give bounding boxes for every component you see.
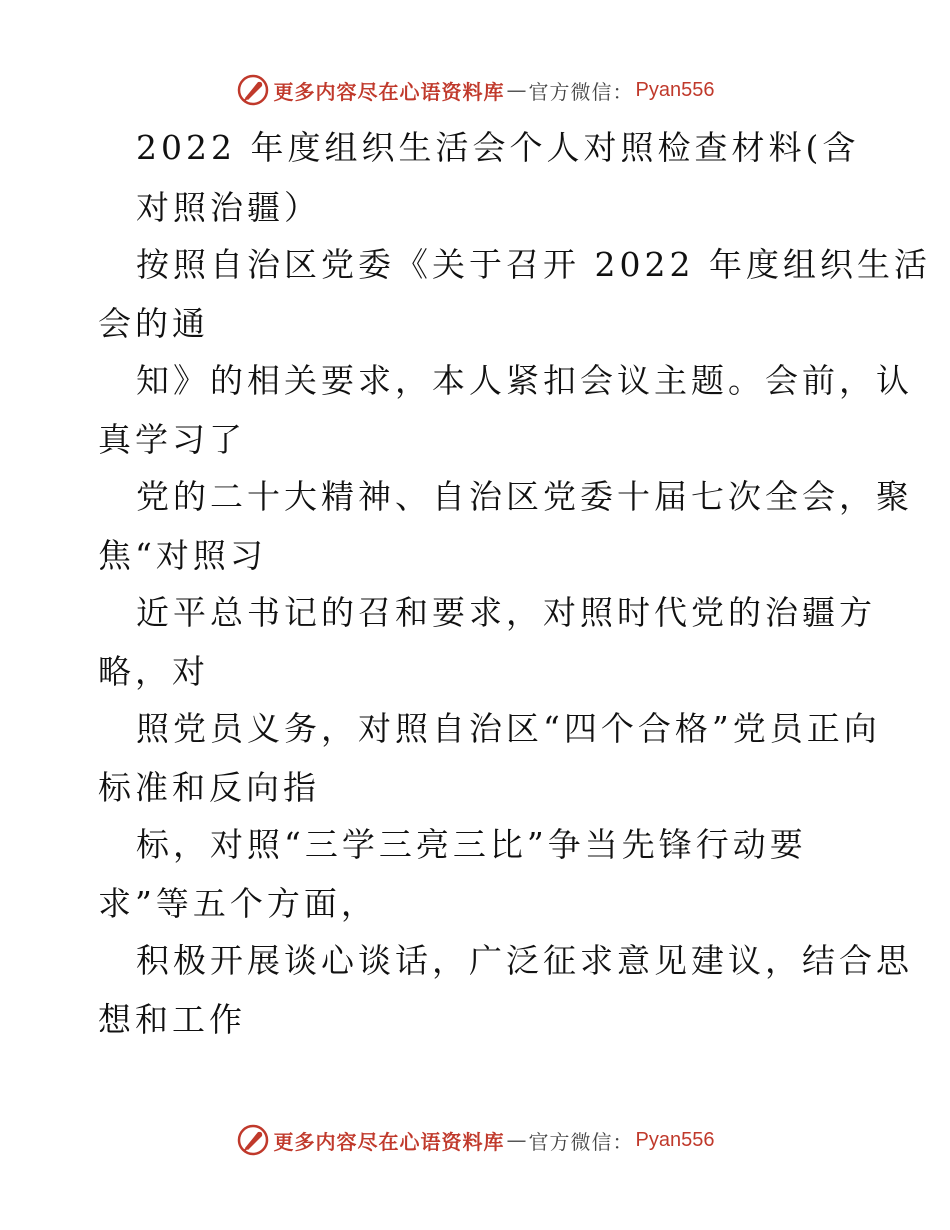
doc-line: 标准和反向指: [98, 768, 320, 807]
banner-text: 更多内容尽在心语资料库: [273, 79, 505, 104]
doc-line: 焦“对照习: [98, 536, 267, 575]
banner-wechat-id: Pyan556: [635, 78, 715, 101]
doc-line: 真学习了: [98, 420, 246, 459]
feather-pen-logo-icon: [236, 1123, 270, 1157]
banner-text: 更多内容尽在心语资料库: [273, 1129, 505, 1154]
doc-line: 党的二十大精神、自治区党委十届七次全会，聚: [136, 477, 913, 516]
banner-wechat-label: 官方微信：: [528, 1129, 634, 1154]
doc-line: 求”等五个方面，: [98, 884, 378, 923]
banner-separator: —: [506, 1128, 527, 1152]
header-banner: [0, 70, 950, 110]
doc-line: 近平总书记的召和要求，对照时代党的治疆方: [136, 593, 876, 632]
doc-line: 积极开展谈心谈话，广泛征求意见建议，结合思: [136, 941, 913, 980]
doc-line: 标，对照“三学三亮三比”争当先锋行动要: [136, 825, 807, 864]
feather-pen-logo-icon: [236, 73, 270, 107]
banner-wechat-label: 官方微信：: [528, 79, 634, 104]
banner-wechat-id: Pyan556: [635, 1128, 715, 1151]
footer-banner: [0, 1120, 950, 1160]
doc-line: 照党员义务，对照自治区“四个合格”党员正向: [136, 709, 881, 748]
doc-line: 会的通: [98, 304, 209, 343]
doc-line: 略，对: [98, 652, 209, 691]
doc-line: 知》的相关要求，本人紧扣会议主题。会前，认: [136, 361, 913, 400]
banner-separator: —: [506, 78, 527, 102]
doc-line: 对照治疆）: [136, 188, 321, 227]
doc-line: 想和工作: [98, 1000, 246, 1039]
doc-line: 按照自治区党委《关于召开 2022 年度组织生活: [136, 245, 931, 284]
doc-line: 2022 年度组织生活会个人对照检查材料(含: [136, 128, 860, 167]
